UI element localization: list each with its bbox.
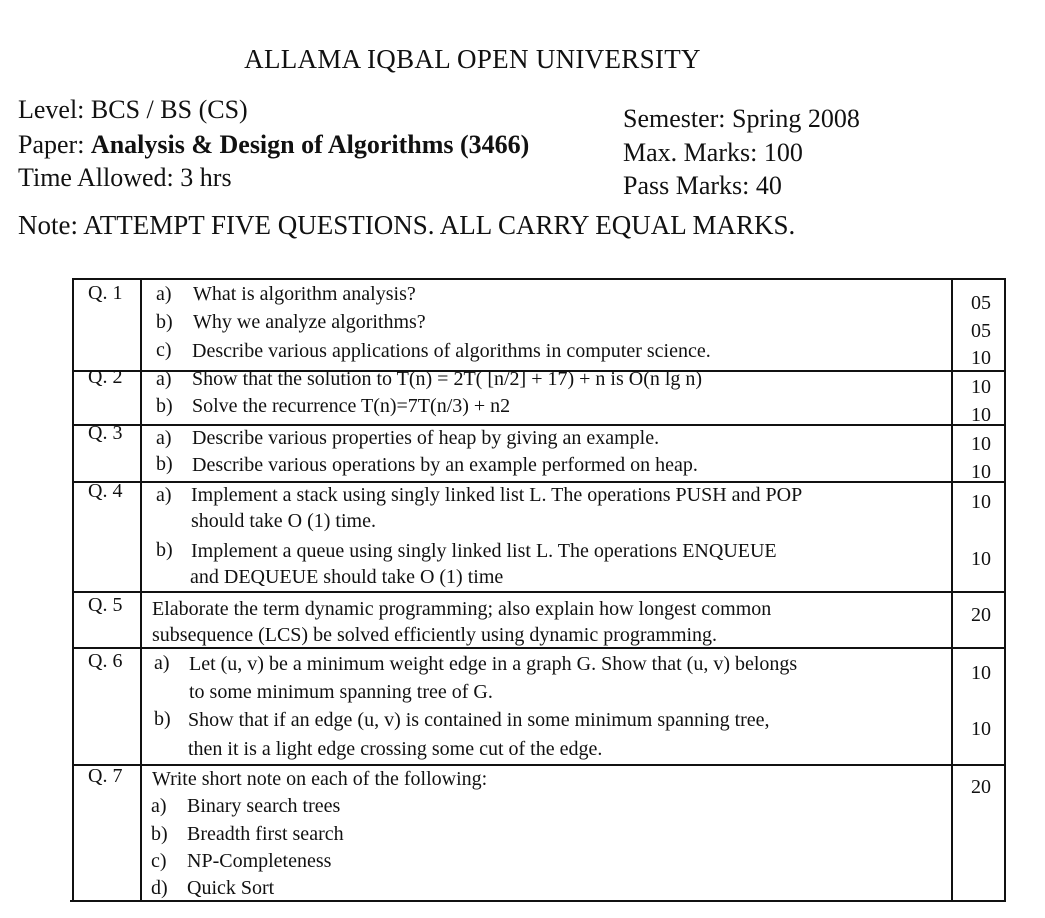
question-text-line: subsequence (LCS) be solved efficiently using dynamic programming. xyxy=(152,624,718,646)
marks-value: 10 xyxy=(971,433,991,455)
part-text-line: then it is a light edge crossing some cut of the edge. xyxy=(188,738,603,760)
question-text-line: Elaborate the term dynamic programming; also explain how longest common xyxy=(152,598,772,620)
part-text: Solve the recurrence T(n)=7T(n/3) + n2 xyxy=(192,395,511,417)
time-allowed: Time Allowed: 3 hrs xyxy=(18,163,232,192)
table-border-top xyxy=(73,278,1005,280)
part-text: Describe various properties of heap by giving an example. xyxy=(192,427,660,449)
marks-value: 10 xyxy=(971,461,991,483)
marks-value: 10 xyxy=(971,347,991,369)
question-number: Q. 5 xyxy=(88,594,123,616)
part-text: Describe various operations by an example performed on heap. xyxy=(192,454,698,476)
question-intro: Write short note on each of the following: xyxy=(152,768,488,790)
part-label: b) xyxy=(156,453,173,475)
table-row-divider xyxy=(73,591,1005,593)
item-text: Quick Sort xyxy=(187,877,275,899)
marks-value: 20 xyxy=(971,604,991,626)
part-label: a) xyxy=(156,283,172,305)
marks-value: 10 xyxy=(971,376,991,398)
question-number: Q. 2 xyxy=(88,366,123,388)
university-title: ALLAMA IQBAL OPEN UNIVERSITY xyxy=(244,44,701,74)
level-text: Level: BCS / BS (CS) xyxy=(18,95,248,124)
max-marks-text: Max. Marks: 100 xyxy=(623,138,803,167)
part-label: a) xyxy=(156,368,172,390)
marks-value: 05 xyxy=(971,292,991,314)
marks-value: 05 xyxy=(971,320,991,342)
part-label: b) xyxy=(154,708,171,730)
question-number: Q. 1 xyxy=(88,282,123,304)
marks-value: 10 xyxy=(971,404,991,426)
paper-line xyxy=(18,130,529,160)
pass-marks-text: Pass Marks: 40 xyxy=(623,171,782,200)
part-label: b) xyxy=(156,539,173,561)
question-number: Q. 7 xyxy=(88,765,123,787)
item-label: b) xyxy=(151,823,168,845)
table-row-divider xyxy=(73,481,1005,483)
item-label: c) xyxy=(151,850,167,872)
semester-text: Semester: Spring 2008 xyxy=(623,104,860,133)
marks-value: 20 xyxy=(971,776,991,798)
part-text-line: Let (u, v) be a minimum weight edge in a graph G. Show that (u, v) belongs xyxy=(189,653,798,675)
part-label: a) xyxy=(156,427,172,449)
question-number: Q. 4 xyxy=(88,480,123,502)
marks-value: 10 xyxy=(971,718,991,740)
item-text: Binary search trees xyxy=(187,795,341,817)
item-text: Breadth first search xyxy=(187,823,344,845)
paper-prefix: Paper: xyxy=(18,130,91,159)
part-label: a) xyxy=(156,484,172,506)
paper-name: Analysis & Design of Algorithms (3466) xyxy=(90,130,530,159)
part-label: b) xyxy=(156,395,173,417)
part-text-line: and DEQUEUE should take O (1) time xyxy=(190,566,504,588)
table-row-divider xyxy=(73,764,1005,766)
part-text-line: to some minimum spanning tree of G. xyxy=(189,681,493,703)
part-text-line: Show that if an edge (u, v) is contained in some minimum spanning tree, xyxy=(188,709,770,731)
marks-value: 10 xyxy=(971,491,991,513)
table-border-bottom xyxy=(70,900,1005,902)
marks-value: 10 xyxy=(971,662,991,684)
part-text-line: Implement a stack using singly linked list L. The operations PUSH and POP xyxy=(191,484,803,506)
item-text: NP-Completeness xyxy=(187,850,332,872)
part-text: Describe various applications of algorithms in computer science. xyxy=(192,340,711,362)
part-text: What is algorithm analysis? xyxy=(193,283,416,305)
table-row-divider xyxy=(73,424,1005,426)
question-number: Q. 3 xyxy=(88,422,123,444)
part-label: a) xyxy=(154,652,170,674)
part-label: c) xyxy=(156,339,172,361)
part-text: Why we analyze algorithms? xyxy=(193,311,426,333)
marks-value: 10 xyxy=(971,548,991,570)
question-number: Q. 6 xyxy=(88,650,123,672)
part-label: b) xyxy=(156,311,173,333)
instructions-note: Note: ATTEMPT FIVE QUESTIONS. ALL CARRY EQUAL MARKS. xyxy=(18,210,796,240)
part-text: Show that the solution to T(n) = 2T( [n/2] + 17) + n is O(n lg n) xyxy=(192,368,703,390)
part-text-line: should take O (1) time. xyxy=(191,510,376,532)
table-row-divider xyxy=(73,647,1005,649)
item-label: a) xyxy=(151,795,167,817)
item-label: d) xyxy=(151,877,168,899)
part-text-line: Implement a queue using singly linked list L. The operations ENQUEUE xyxy=(191,540,777,562)
